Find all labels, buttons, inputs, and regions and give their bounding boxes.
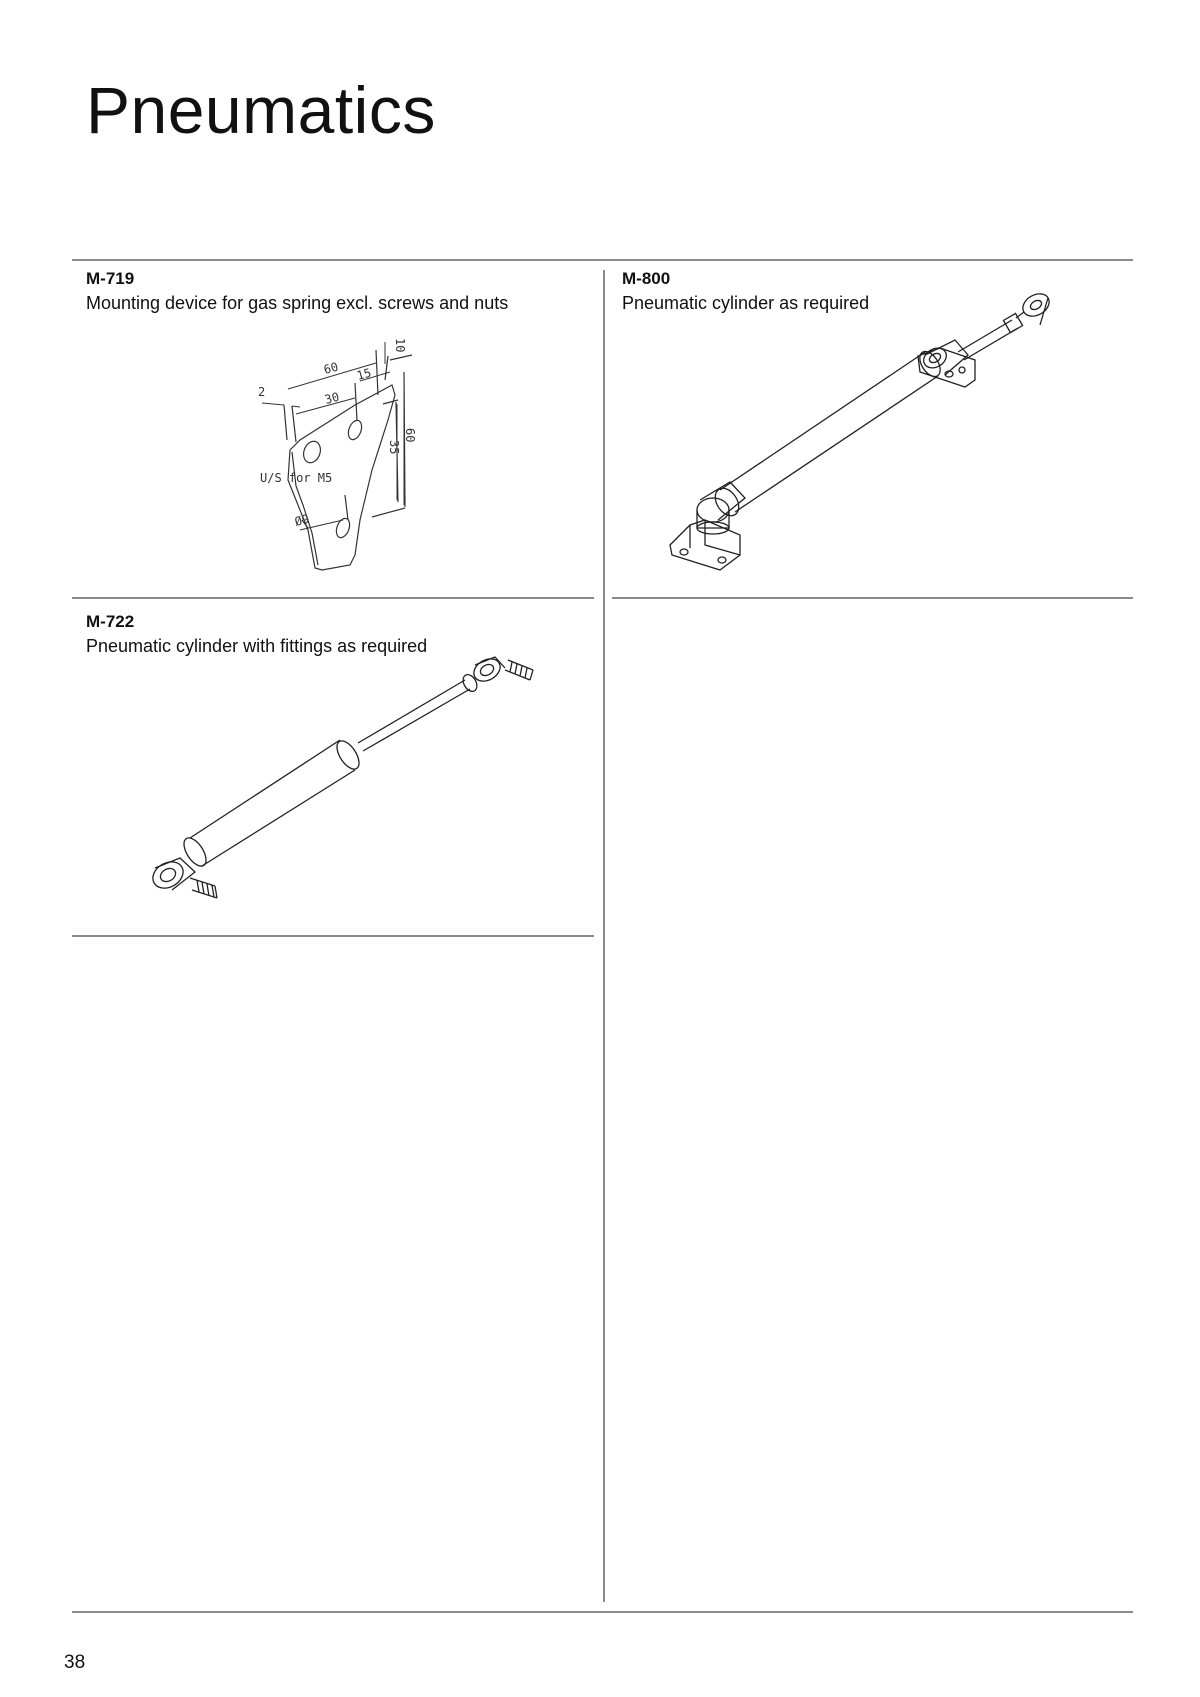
item-description: Pneumatic cylinder as required [622, 293, 870, 313]
item-code: M-719 [86, 269, 135, 288]
item-description: Pneumatic cylinder with fittings as required [86, 636, 428, 656]
dim-60-top: 60 [322, 359, 340, 377]
divider-row1-right [612, 597, 1133, 599]
divider-bottom [72, 1611, 1133, 1613]
item-code: M-800 [622, 269, 671, 288]
divider-row2-left [72, 935, 594, 937]
divider-top [72, 259, 1133, 261]
pneumatic-cylinder-drawing [660, 285, 1060, 575]
item-description: Mounting device for gas spring excl. screws and nuts [86, 293, 509, 313]
divider-row1-left [72, 597, 594, 599]
gas-spring-drawing [140, 640, 540, 900]
dim-15: 15 [355, 365, 373, 383]
dim-2: 2 [258, 385, 266, 399]
page-title: Pneumatics [86, 73, 436, 147]
page-number: 38 [64, 1652, 86, 1673]
dim-10: 10 [393, 338, 407, 353]
dim-diameter-9: Ø9 [293, 511, 311, 529]
item-code: M-722 [86, 612, 135, 631]
dim-35: 35 [387, 440, 401, 455]
mounting-bracket-drawing [240, 330, 440, 590]
dim-us-for-m5: U/S for M5 [260, 471, 333, 485]
dim-60-right: 60 [403, 428, 417, 443]
divider-center [603, 270, 605, 1602]
dim-30: 30 [323, 389, 341, 407]
